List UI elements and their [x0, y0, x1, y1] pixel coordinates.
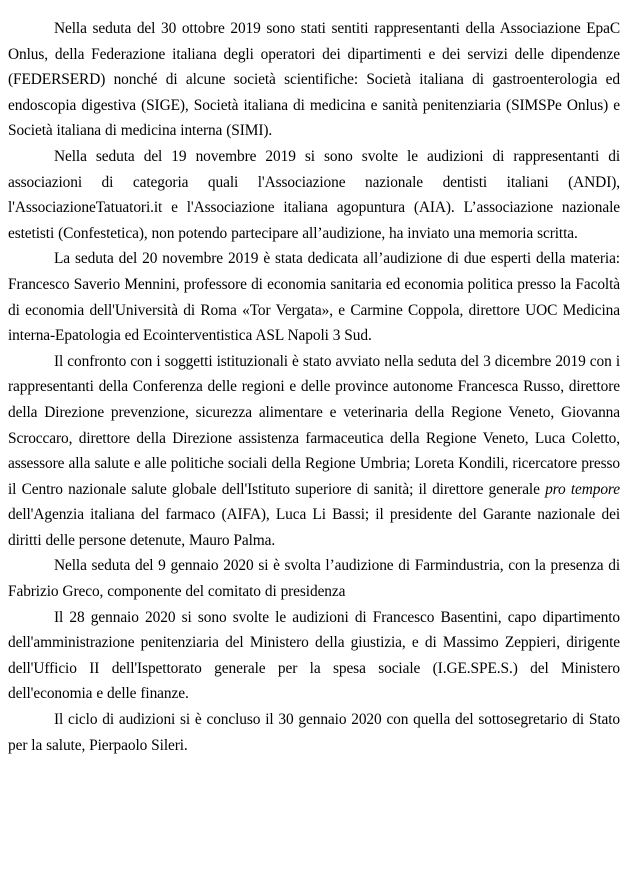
paragraph-20-novembre: La seduta del 20 novembre 2019 è stata dedicata all’audizione di due esperti della materia: Francesco Saverio Mennini, professore di economia sanitaria ed economia politica presso la Facoltà di economia dell'Università di Roma «Tor Vergata», e Carmine Coppola, direttore UOC Medicina interna-Epatologia ed Ecointerventistica ASL Napoli 3 Sud.	[8, 250, 620, 345]
paragraph-3-dicembre-part-2: dell'Agenzia italiana del farmaco (AIFA), Luca Li Bassi; il presidente del Garante nazionale dei diritti delle persone detenute, Mauro Palma.	[8, 506, 620, 549]
paragraph-28-gennaio: Il 28 gennaio 2020 si sono svolte le audizioni di Francesco Basentini, capo dipartimento dell'amministrazione penitenziaria del Ministero della giustizia, e di Massimo Zeppieri, dirigente dell'Ufficio II dell'Ispettorato generale per la spesa sociale (I.GE.SPE.S.) del Ministero dell'economia e delle finanze.	[8, 608, 620, 703]
paragraph-3-dicembre-part-1: Il confronto con i soggetti istituzionali è stato avviato nella seduta del 3 dicembre 2019 con i rappresentanti della Conferenza delle regioni e delle province autonome Francesca Russo, direttore della Direzione prevenzione, sicurezza alimentare e veterinaria della Regione Veneto, Giovanna Scroccaro, direttore della Direzione assistenza farmaceutica della Regione Veneto, Luca Coletto, assessore alla salute e alle politiche sociali della Regione Umbria; Loreta Kondili, ricercatore presso il Centro nazionale salute globale dell'Istituto superiore di sanità; il direttore generale	[8, 352, 620, 498]
paragraph-3-dicembre-italic: pro tempore	[545, 480, 620, 498]
paragraph-30-ottobre: Nella seduta del 30 ottobre 2019 sono stati sentiti rappresentanti della Associazione EpaC Onlus, della Federazione italiana degli operatori dei dipartimenti e dei servizi delle dipendenze (FEDERSERD) nonché di alcune società scientifiche: Società italiana di gastroenterologia ed endoscopia digestiva (SIGE), Società italiana di medicina e sanità penitenziaria (SIMSPe Onlus) e Società italiana di medicina interna (SIMI).	[8, 20, 620, 140]
paragraph-9-gennaio: Nella seduta del 9 gennaio 2020 si è svolta l’audizione di Farmindustria, con la presenza di Fabrizio Greco, componente del comitato di presidenza	[8, 557, 620, 601]
paragraph-30-gennaio: Il ciclo di audizioni si è concluso il 30 gennaio 2020 con quella del sottosegretario di Stato per la salute, Pierpaolo Sileri.	[8, 711, 620, 754]
paragraph-3-dicembre	[8, 349, 620, 554]
paragraph-19-novembre: Nella seduta del 19 novembre 2019 si sono svolte le audizioni di rappresentanti di associazioni di categoria quali l'Associazione nazionale dentisti italiani (ANDI), l'AssociazioneTatuatori.it e l'Associazione italiana agopuntura (AIA). L’associazione nazionale estetisti (Confestetica), non potendo partecipare all’audizione, ha inviato una memoria scritta.	[8, 147, 620, 242]
